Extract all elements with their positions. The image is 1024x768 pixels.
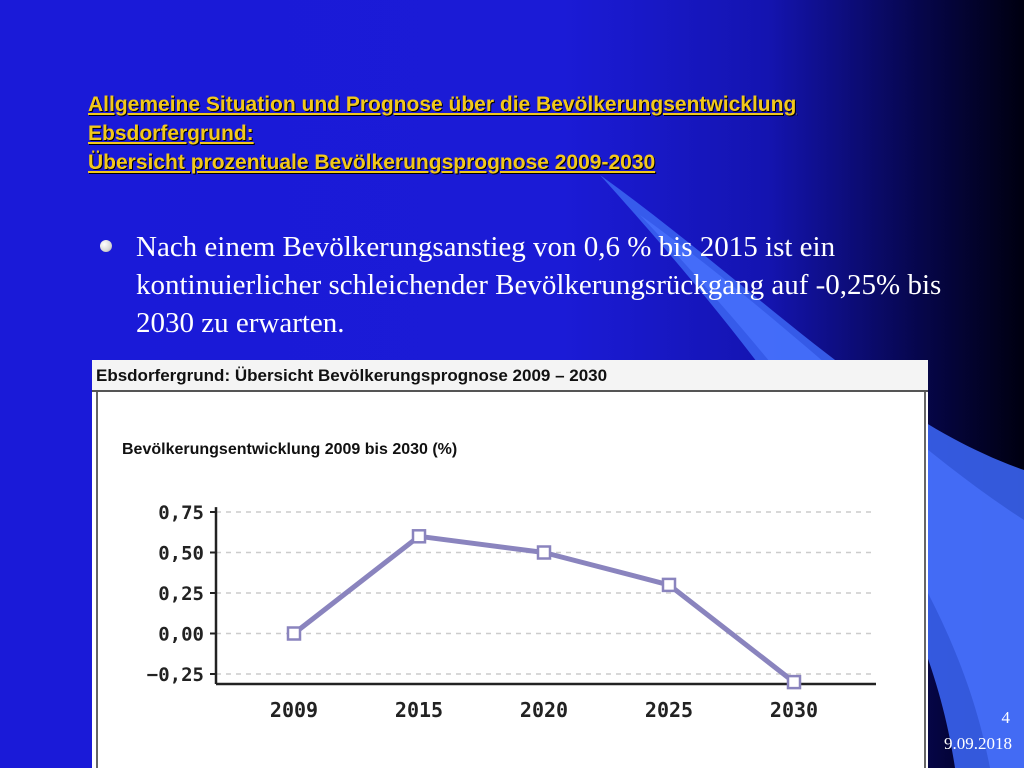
y-tick-label: 0,75 bbox=[158, 502, 204, 524]
data-point bbox=[663, 579, 675, 591]
x-tick-label: 2030 bbox=[769, 698, 819, 722]
data-point bbox=[288, 628, 300, 640]
slide-date: 9.09.2018 bbox=[944, 734, 1012, 753]
y-tick-label: 0,00 bbox=[158, 623, 204, 646]
y-tick-label: 0,50 bbox=[158, 542, 204, 565]
chart-panel bbox=[92, 360, 928, 768]
slide-title bbox=[88, 90, 968, 177]
x-tick-label: 2015 bbox=[394, 698, 444, 722]
x-tick-label: 2009 bbox=[269, 698, 319, 722]
bullet-dot-icon bbox=[100, 240, 112, 252]
bullet-text: Nach einem Bevölkerungsanstieg von 0,6 % bis 2015 ist ein kontinuierlicher schleichender Bevölkerungsrückgang auf -0,25% bis 2030 zu erwarten. bbox=[136, 231, 942, 339]
title-line-1: Allgemeine Situation und Prognose über die Bevölkerungsentwicklung bbox=[88, 93, 797, 116]
x-tick-label: 2020 bbox=[519, 698, 569, 722]
line-chart bbox=[98, 392, 924, 768]
y-tick-label: −0,25 bbox=[146, 664, 204, 686]
chart-panel-header-text: Ebsdorfergrund: Übersicht Bevölkerungsprognose 2009 – 2030 bbox=[96, 366, 608, 385]
x-tick-label: 2025 bbox=[644, 698, 694, 722]
data-point bbox=[413, 530, 425, 542]
chart-body bbox=[96, 392, 926, 768]
page-number: 4 bbox=[1001, 708, 1010, 727]
chart-title: Bevölkerungsentwicklung 2009 bis 2030 (%) bbox=[122, 441, 458, 458]
chart-panel-header bbox=[92, 360, 928, 392]
title-line-2: Ebsdorfergrund: bbox=[88, 122, 254, 145]
title-line-3: Übersicht prozentuale Bevölkerungsprognose 2009-2030 bbox=[88, 151, 656, 174]
data-point bbox=[538, 547, 550, 559]
data-point bbox=[788, 676, 800, 688]
y-tick-label: 0,25 bbox=[158, 583, 204, 605]
